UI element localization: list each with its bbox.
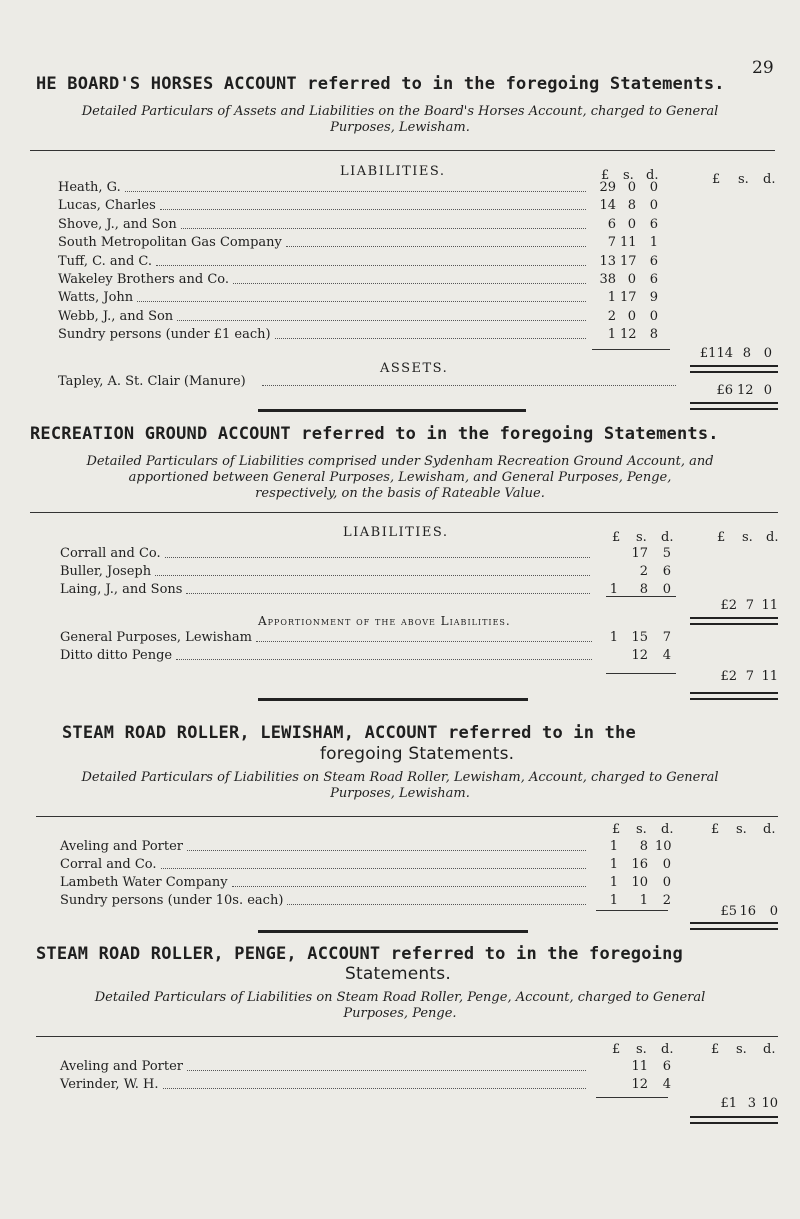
amount-pounds: 1 [607,290,616,306]
horses-asset-pence: 0 [763,383,772,398]
section-separator [258,698,528,701]
table-row [0,857,800,873]
amount-pounds: 1 [609,582,618,597]
roller-penge-col2-pounds: £ [711,1042,720,1057]
amount-pounds: 2 [607,308,616,324]
leader-dots [287,893,586,905]
apportionment-total-pounds: £2 [720,669,737,684]
recreation-col-pounds: £ [612,530,621,545]
row-name: Ditto ditto Penge [60,648,173,663]
horses-asset-row [0,374,800,390]
row-name: Buller, Joseph [60,564,152,579]
recreation-title: RECREATION GROUND ACCOUNT referred to in the foregoing Statements. [30,424,719,444]
roller-penge-subtitle-line2: Purposes, Penge. [343,1006,457,1021]
section-separator [258,930,528,933]
horses-subtitle-line2: Purposes, Lewisham. [330,120,470,135]
recreation-col2-pence: d. [766,530,779,545]
roller-lewisham-subtitle [20,770,780,802]
leader-dots [232,875,586,887]
table-row [0,875,800,891]
roller-penge-total-shillings: 3 [747,1096,756,1111]
recreation-col2-pounds: £ [717,530,726,545]
roller-lewisham-col-pence: d. [661,822,674,837]
roller-lewisham-total-pence: 0 [769,904,778,919]
leader-dots [137,290,586,302]
horses-subtitle-line1: Detailed Particulars of Assets and Liabilities on the Board's Horses Account, charged to General [81,104,719,119]
recreation-liabilities-label: LIABILITIES. [343,525,449,540]
table-row [0,546,800,562]
row-name: Wakeley Brothers and Co. [58,272,230,287]
recreation-subtitle [20,454,780,502]
amount-pence: 0 [649,180,658,195]
amount-pounds: 38 [599,272,616,287]
recreation-col2-shillings: s. [742,530,753,545]
leader-dots [186,582,590,594]
leader-dots [176,648,592,660]
amount-pence: 8 [649,327,658,343]
roller-lewisham-col-shillings: s. [636,822,647,837]
recreation-rule [30,512,778,513]
amount-pence: 6 [649,216,658,232]
row-name: General Purposes, Lewisham [60,630,252,645]
table-row [0,198,800,214]
horses-col-pounds: £ [601,168,610,183]
leader-dots [275,327,586,339]
amount-pence: 7 [662,630,671,645]
row-name: Aveling and Porter [60,1059,184,1074]
table-row [0,217,800,233]
table-row [0,254,800,270]
amount-pence: 6 [662,1059,671,1074]
amount-shillings: 17 [620,290,637,306]
apportionment-total-shillings: 7 [745,669,754,684]
amount-pence: 1 [649,235,658,251]
roller-lewisham-col2-shillings: s. [736,822,747,837]
section-separator [258,409,526,412]
horses-total-shillings: 8 [742,346,751,361]
horses-subtitle [20,104,780,136]
amount-pence: 0 [662,857,671,872]
amount-pence: 9 [649,290,658,306]
recreation-total-shillings: 7 [745,598,754,613]
leader-dots [125,180,586,192]
row-name: Laing, J., and Sons [60,582,183,597]
amount-shillings: 2 [639,564,648,579]
horses-title: HE BOARD'S HORSES ACCOUNT referred to in the foregoing Statements. [36,74,725,94]
row-name: Aveling and Porter [60,839,184,854]
horses-col-shillings: s. [623,168,634,183]
amount-shillings: 12 [631,648,648,663]
row-name: Webb, J., and Son [58,308,174,324]
recreation-subtitle-line3: respectively, on the basis of Rateable Value. [255,486,545,501]
table-row [0,235,800,251]
amount-shillings: 10 [631,875,648,890]
leader-dots [165,546,590,558]
horses-assets-label: ASSETS. [380,361,449,376]
table-row [0,327,800,343]
table-row [0,1077,800,1093]
roller-lewisham-title-line2: foregoing Statements. [320,744,515,764]
roller-penge-rule [36,1036,778,1037]
horses-asset-pounds: £6 [716,383,733,398]
amount-pounds: 1 [609,630,618,645]
leader-dots [156,254,586,266]
leader-dots [163,1077,586,1089]
leader-dots [155,564,590,576]
amount-shillings: 8 [639,582,648,597]
amount-pounds: 1 [609,893,618,908]
amount-pence: 4 [662,1077,671,1092]
amount-pence: 6 [662,564,671,579]
recreation-total-pence: 11 [761,598,778,613]
table-row [0,180,800,196]
horses-asset-double-rule [690,402,778,410]
amount-shillings: 17 [631,546,648,561]
roller-lewisham-total-shillings: 16 [739,904,756,919]
table-row [0,630,800,646]
roller-penge-double-rule [690,1116,778,1124]
roller-lewisham-double-rule [690,922,778,930]
amount-shillings: 0 [627,308,636,324]
amount-shillings: 0 [627,272,636,287]
roller-penge-col2-shillings: s. [736,1042,747,1057]
amount-pence: 0 [662,582,671,597]
horses-total-double-rule [690,365,778,373]
roller-lewisham-subtitle-line2: Purposes, Lewisham. [330,786,470,801]
amount-pounds: 6 [607,216,616,232]
amount-pence: 10 [655,839,672,854]
amount-shillings: 8 [627,198,636,214]
table-row [0,839,800,855]
roller-penge-col-shillings: s. [636,1042,647,1057]
table-row [0,893,800,909]
row-name: Shove, J., and Son [58,216,177,232]
horses-col2-shillings: s. [738,172,749,187]
table-row [0,582,800,598]
amount-pence: 0 [662,875,671,890]
roller-penge-col-pounds: £ [612,1042,621,1057]
leader-dots [161,857,586,869]
recreation-subtitle-line1: Detailed Particulars of Liabilities comprised under Sydenham Recreation Ground Account, and [86,454,714,469]
roller-penge-title-line2: Statements. [345,964,451,984]
recreation-col-shillings: s. [636,530,647,545]
leader-dots [233,272,586,284]
leader-dots [262,374,676,386]
amount-pounds: 7 [607,235,616,251]
leader-dots [181,217,586,229]
row-name: Sundry persons (under 10s. each) [60,893,284,908]
roller-penge-col2-pence: d. [763,1042,776,1057]
row-name: Lambeth Water Company [60,875,228,890]
row-name: Corral and Co. [60,857,157,872]
apportionment-label: Apportionment of the above Liabilities. [258,614,511,628]
amount-shillings: 17 [620,253,637,269]
amount-pounds: 14 [599,198,616,214]
horses-col2-pence: d. [763,172,776,187]
amount-shillings: 16 [631,857,648,872]
amount-shillings: 12 [620,327,637,343]
recreation-subtotal-rule [606,596,676,597]
apportionment-total-pence: 11 [761,669,778,684]
table-row [0,564,800,580]
row-name: Sundry persons (under £1 each) [58,327,271,343]
leader-dots [256,630,592,642]
table-row [0,648,800,664]
asset-name: Tapley, A. St. Clair (Manure) [58,374,246,389]
amount-pence: 0 [649,198,658,214]
amount-pounds: 1 [609,857,618,872]
row-name: Corrall and Co. [60,546,161,561]
row-name: Lucas, Charles [58,198,156,214]
row-name: Verinder, W. H. [60,1077,159,1092]
roller-penge-total-pounds: £1 [720,1096,737,1111]
recreation-total-pounds: £2 [720,598,737,613]
recreation-subtitle-line2: apportioned between General Purposes, Lewisham, and General Purposes, Penge, [128,470,672,485]
amount-shillings: 0 [627,180,636,195]
table-row [0,290,800,306]
apportionment-double-rule [690,692,778,700]
amount-shillings: 11 [631,1059,648,1074]
amount-shillings: 15 [631,630,648,645]
roller-penge-subtotal-rule [596,1097,668,1098]
leader-dots [187,1059,586,1071]
page-number: 29 [752,58,774,78]
horses-total-pence: 0 [763,346,772,361]
roller-lewisham-title: STEAM ROAD ROLLER, LEWISHAM, ACCOUNT referred to in the [62,723,636,743]
roller-penge-col-pence: d. [661,1042,674,1057]
amount-pounds: 13 [599,253,616,269]
row-name: South Metropolitan Gas Company [58,235,282,251]
roller-penge-subtitle [20,990,780,1022]
horses-col2-pounds: £ [712,172,721,187]
amount-shillings: 12 [631,1077,648,1092]
amount-pounds: 1 [609,875,618,890]
amount-pence: 2 [662,893,671,908]
leader-dots [160,198,586,210]
horses-rule [30,150,775,151]
roller-lewisham-col2-pence: d. [763,822,776,837]
amount-pence: 6 [649,272,658,287]
roller-lewisham-total-pounds: £5 [720,904,737,919]
amount-pounds: 29 [599,180,616,195]
roller-lewisham-subtitle-line1: Detailed Particulars of Liabilities on Steam Road Roller, Lewisham, Account, charged to General [81,770,719,785]
roller-lewisham-col2-pounds: £ [711,822,720,837]
leader-dots [187,839,586,851]
leader-dots [286,235,586,247]
table-row [0,309,800,325]
amount-pence: 0 [649,308,658,324]
row-name: Tuff, C. and C. [58,253,153,269]
horses-liabilities-label: LIABILITIES. [340,164,446,179]
leader-dots [177,309,586,321]
amount-shillings: 1 [639,893,648,908]
amount-pounds: 1 [609,839,618,854]
recreation-col-pence: d. [661,530,674,545]
roller-penge-subtitle-line1: Detailed Particulars of Liabilities on Steam Road Roller, Penge, Account, charged to General [94,990,706,1005]
amount-pounds: 1 [607,327,616,343]
amount-shillings: 11 [620,235,637,251]
row-name: Heath, G. [58,180,121,195]
horses-asset-shillings: 12 [737,383,754,398]
horses-subtotal-rule [592,349,670,350]
roller-lewisham-col-pounds: £ [612,822,621,837]
roller-lewisham-subtotal-rule [596,910,668,911]
amount-pence: 6 [649,253,658,269]
amount-pence: 5 [662,546,671,561]
horses-total-pounds: £114 [699,346,733,361]
amount-pence: 4 [662,648,671,663]
amount-shillings: 0 [627,216,636,232]
table-row [0,272,800,288]
apportionment-subtotal-rule [606,673,676,674]
roller-penge-title: STEAM ROAD ROLLER, PENGE, ACCOUNT referred to in the foregoing [36,944,683,964]
recreation-total-double-rule [690,617,778,625]
roller-lewisham-rule [36,816,778,817]
roller-penge-total-pence: 10 [761,1096,778,1111]
amount-shillings: 8 [639,839,648,854]
horses-col-pence: d. [646,168,659,183]
row-name: Watts, John [58,290,134,306]
table-row [0,1059,800,1075]
